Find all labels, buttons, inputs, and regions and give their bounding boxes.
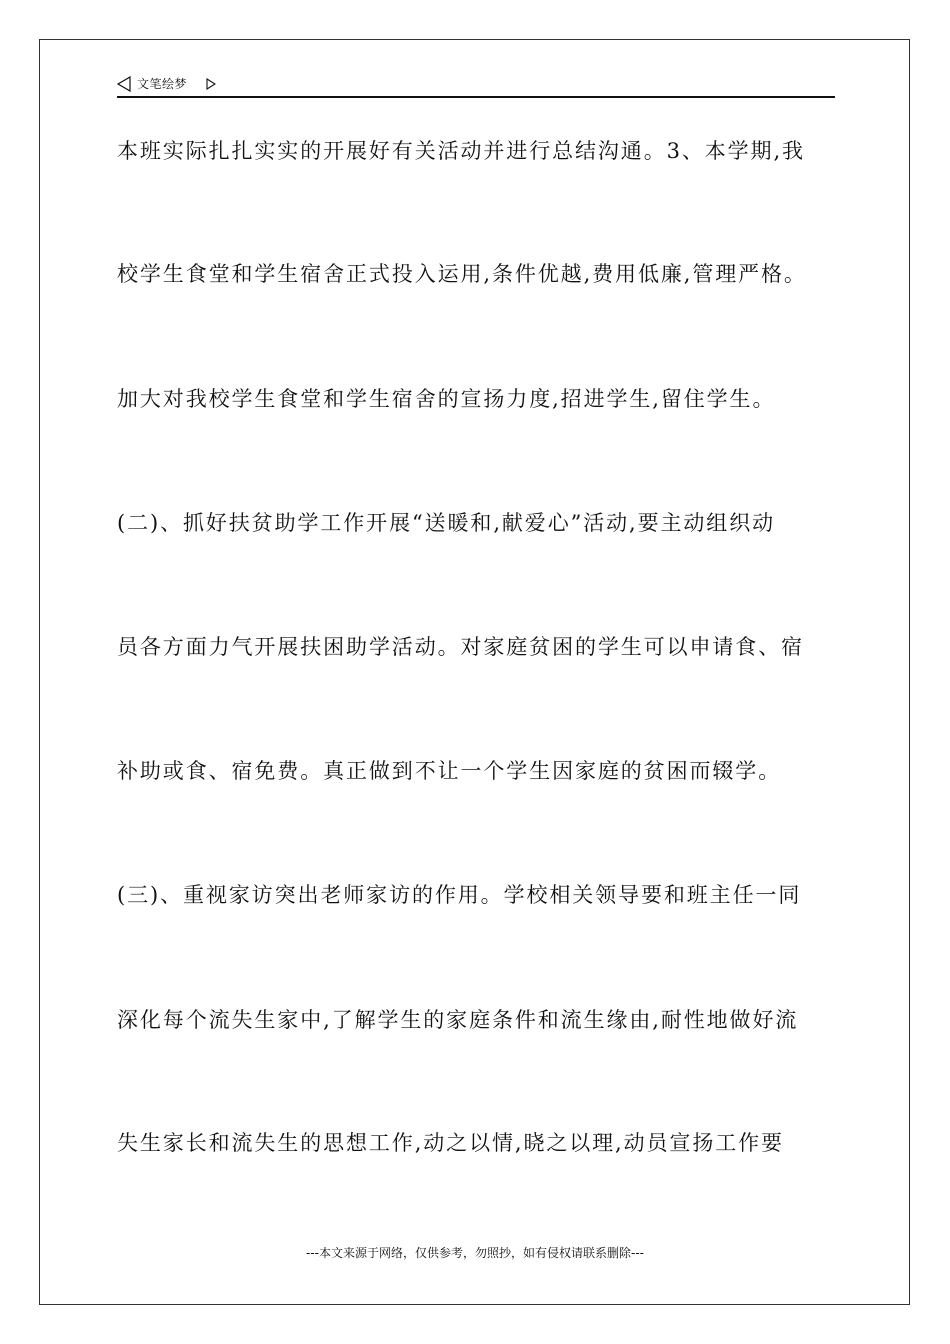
footer-disclaimer: ---本文来源于网络，仅供参考，勿照抄，如有侵权请联系删除--- — [306, 1246, 644, 1260]
body-line: (二)、抓好扶贫助学工作开展“送暖和,献爱心”活动,要主动组织动 — [117, 511, 776, 535]
page-border — [39, 39, 910, 1305]
left-triangle-outline-icon — [117, 76, 131, 92]
body-line: 深化每个流失生家中,了解学生的家庭条件和流生缘由,耐性地做好流 — [117, 1008, 799, 1032]
body-line: (三)、重视家访突出老师家访的作用。学校相关领导要和班主任一同 — [117, 883, 802, 907]
body-line: 补助或食、宿免费。真正做到不让一个学生因家庭的贫困而辍学。 — [117, 759, 782, 783]
header-title: 文笔绘梦 — [137, 77, 188, 91]
body-line: 员各方面力气开展扶困助学活动。对家庭贫困的学生可以申请食、宿 — [117, 635, 804, 659]
right-triangle-outline-icon — [206, 78, 216, 90]
body-line: 校学生食堂和学生宿舍正式投入运用,条件优越,费用低廉,管理严格。 — [117, 262, 807, 286]
body-line: 失生家长和流失生的思想工作,动之以情,晓之以理,动员宣扬工作要 — [117, 1131, 784, 1155]
body-line: 加大对我校学生食堂和学生宿舍的宣扬力度,招进学生,留住学生。 — [117, 387, 776, 411]
body-line: 本班实际扎扎实实的开展好有关活动并进行总结沟通。3、本学期,我 — [117, 139, 805, 163]
page-header — [117, 74, 835, 98]
